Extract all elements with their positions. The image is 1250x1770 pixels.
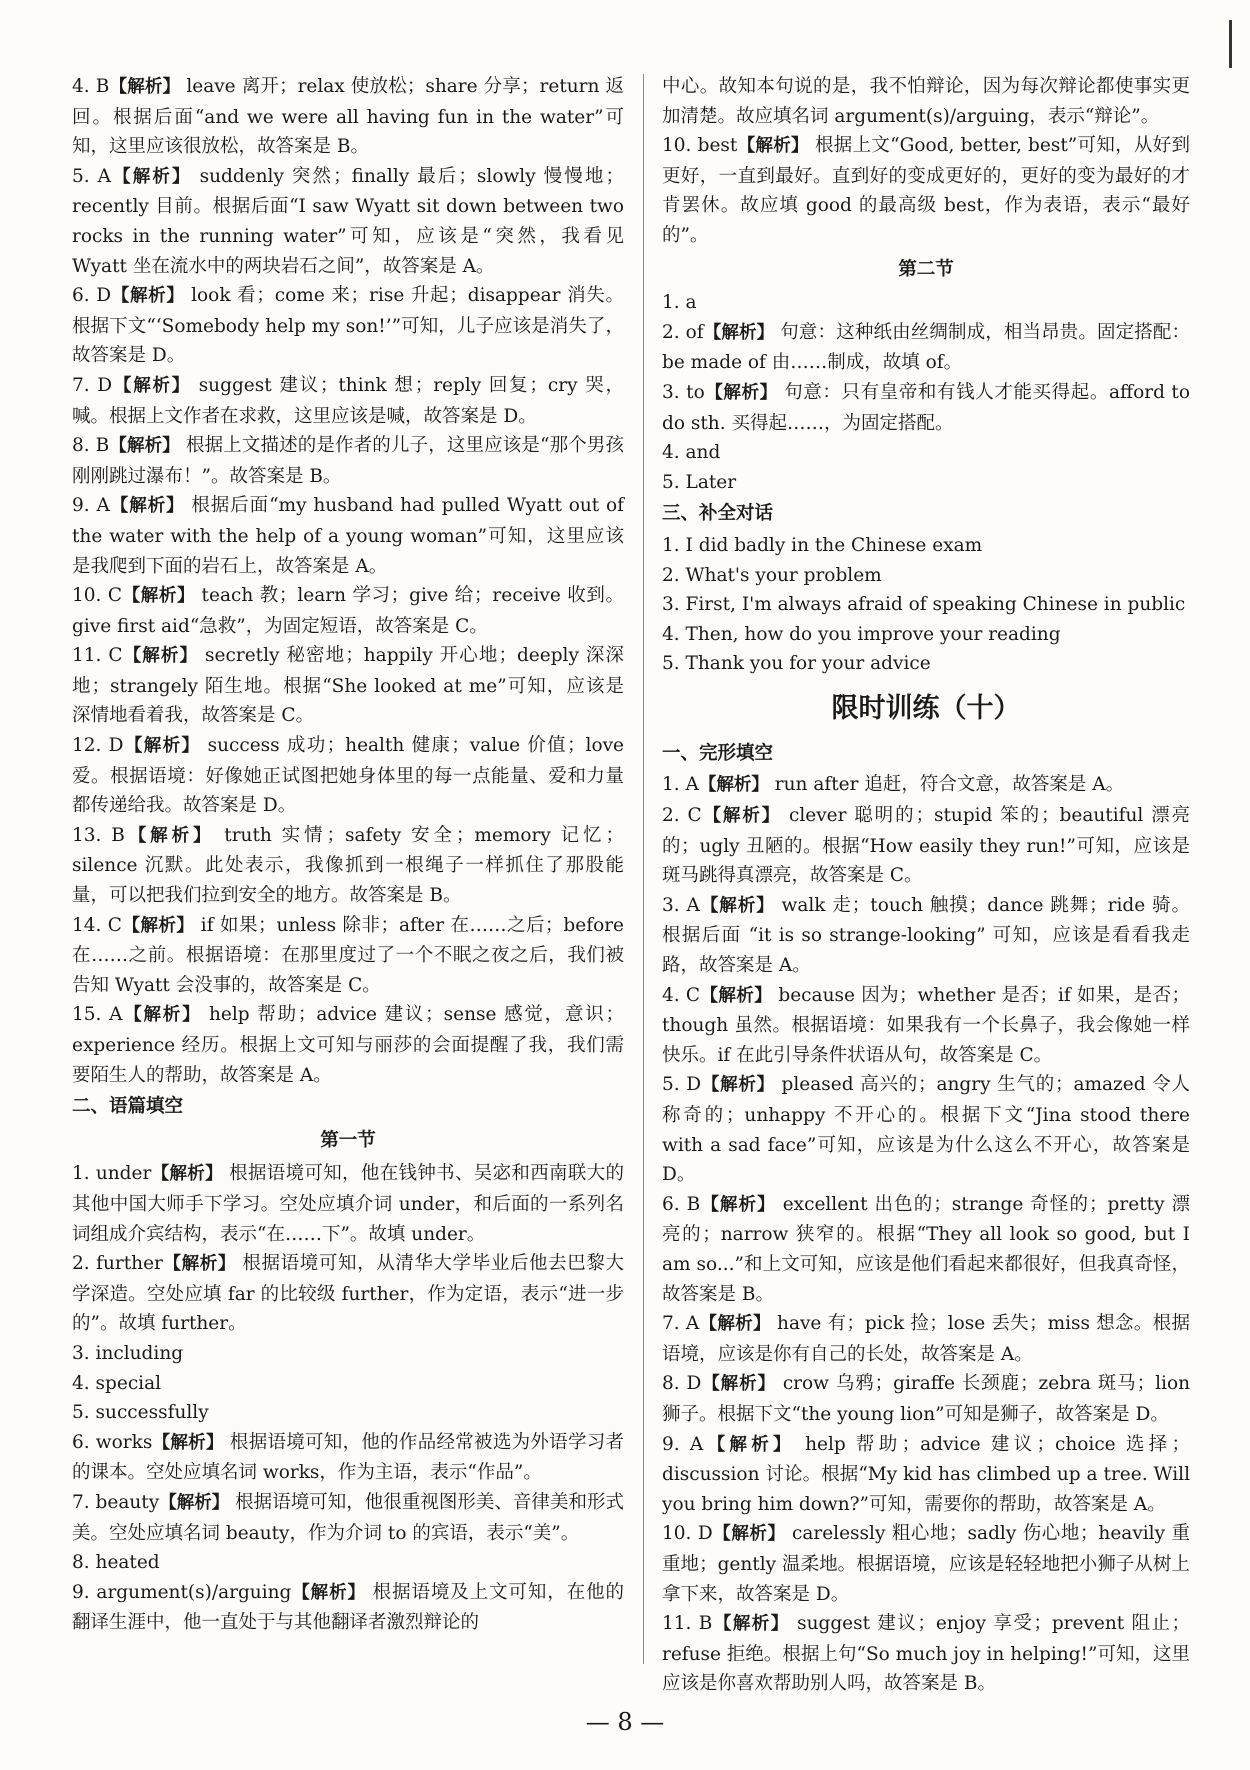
- answer-number: 5. A: [72, 165, 112, 187]
- answer-number: 6. D: [72, 285, 112, 307]
- analysis-tag: 【解析】: [712, 1524, 786, 1545]
- analysis-tag: 【解析】: [122, 586, 196, 607]
- analysis-text: 句意：只有皇帝和有钱人才能买得起。afford to do sth. 买得起……，为固定搭配。: [662, 381, 1191, 434]
- column-divider: [643, 74, 644, 1664]
- answer-number: 4. B: [72, 76, 110, 97]
- analysis-text: 根据语境可知，从清华大学毕业后他去巴黎大学深造。空处应填 far 的比较级 further，作为定语，表示“进一步的”。故填 further。: [72, 1253, 624, 1335]
- analysis-text: if 如果；unless 除非；after 在……之后；before 在……之前。根据语境：在那里度过了一个不眠之夜之后，我们被告知 Wyatt 会没事的，故答案是 C。: [72, 914, 625, 996]
- analysis-tag: 【解析】: [291, 1582, 366, 1603]
- answer-number: 4. C: [662, 984, 701, 1006]
- answer-item: [662, 1369, 1190, 1429]
- left-column: [72, 72, 624, 1638]
- answer-number: 5. successfully: [72, 1402, 209, 1424]
- answer-item: [72, 641, 624, 731]
- answer-number: 10. best: [662, 135, 738, 157]
- answer-item: [72, 1488, 624, 1548]
- answer-item: [662, 981, 1190, 1071]
- analysis-text: teach 教；learn 学习；give 给；receive 收到。give first aid“急救”，为固定短语，故答案是 C。: [72, 585, 625, 637]
- analysis-tag: 【解析】: [112, 375, 192, 396]
- answer-number: 3. A: [662, 894, 700, 916]
- answer-number: 1. a: [662, 292, 697, 314]
- answer-number: 9. A: [662, 1433, 704, 1455]
- analysis-tag: 【解析】: [699, 1314, 771, 1335]
- analysis-text: success 成功；health 健康；value 价值；love 爱。根据语境：好像她正试图把她身体里的每一点能量、爱和力量都传递给我。故答案是 D。: [72, 735, 625, 817]
- answer-number: 8. heated: [72, 1552, 160, 1574]
- answer-item: [662, 288, 1190, 318]
- answer-item: [72, 491, 624, 581]
- analysis-tag: 【解析】: [162, 1254, 236, 1275]
- dialogue-answer-list: [662, 531, 1190, 679]
- analysis-text: look 看；come 来；rise 升起；disappear 消失。根据下文“‘Somebody help my son!’”可知，儿子应该是消失了，故答案是 D。: [72, 285, 624, 367]
- analysis-text: 根据语境可知，他很重视图形美、音律美和形式美。空处应填名词 beauty，作为介词 to 的宾语，表示“美”。: [72, 1491, 625, 1544]
- analysis-text: pleased 高兴的；angry 生气的；amazed 令人称奇的；unhappy 不开心的。根据下文“Jina stood there with a sad face”可知，应该是为什么这么不开心，故答案是 D。: [662, 1074, 1190, 1186]
- answer-list-part1: [72, 72, 624, 1090]
- answer-item: [662, 801, 1190, 891]
- answer-number: 5. D: [662, 1074, 702, 1096]
- answer-item: [72, 1548, 624, 1578]
- analysis-text: 根据上文描述的是作者的儿子，这里应该是“那个男孩刚刚跳过瀑布！”。故答案是 B。: [72, 435, 624, 487]
- answer-item: [72, 1369, 624, 1399]
- answer-number: 1. under: [72, 1163, 152, 1185]
- answer-number: 2. of: [662, 321, 704, 343]
- answer-item: [72, 731, 624, 821]
- answer-number: 11. B: [662, 1613, 713, 1635]
- analysis-text: suggest 建议；enjoy 享受；prevent 阻止；refuse 拒绝。根据上句“So much joy in helping!”可知，这里应该是你喜欢帮助别人吗，故答案是 B。: [662, 1613, 1190, 1695]
- analysis-tag: 【解析】: [704, 382, 778, 403]
- analysis-tag: 【解析】: [152, 1432, 224, 1453]
- analysis-tag: 【解析】: [123, 736, 201, 757]
- analysis-tag: 【解析】: [122, 646, 199, 667]
- answer-number: 3. including: [72, 1342, 184, 1364]
- dialogue-answer: 2. What's your problem: [662, 564, 882, 586]
- answer-number: 4. and: [662, 442, 721, 464]
- answer-item: [72, 1339, 624, 1369]
- analysis-text: 句意：这种纸由丝绸制成，相当昂贵。固定搭配：be made of 由……制成，故填 of。: [662, 321, 1190, 374]
- analysis-text: have 有；pick 捡；lose 丢失；miss 想念。根据语境，应该是你有自己的长处，故答案是 A。: [662, 1313, 1190, 1365]
- analysis-tag: 【解析】: [109, 496, 185, 517]
- subsection-heading-2: 第二节: [898, 258, 954, 280]
- answer-number: 9. argument(s)/arguing: [72, 1581, 292, 1603]
- analysis-tag: 【解析】: [712, 1614, 790, 1635]
- answer-number: 4. special: [72, 1372, 162, 1394]
- analysis-tag: 【解析】: [109, 77, 181, 97]
- answer-number: 7. A: [662, 1313, 700, 1335]
- dialogue-answer: 3. First, I'm always afraid of speaking Chinese in public: [662, 594, 1186, 616]
- answer-number: 1. A: [662, 774, 699, 796]
- analysis-tag: 【解析】: [703, 322, 775, 343]
- analysis-tag: 【解析】: [111, 286, 185, 307]
- continued-explanation: 中心。故知本句说的是，我不怕辩论，因为每次辩论都使事实更加清楚。故应填名词 argument(s)/arguing，表示“辩论”。: [662, 76, 1190, 127]
- answer-number: 3. to: [662, 381, 705, 403]
- analysis-tag: 【解析】: [124, 825, 215, 846]
- answer-item: [72, 72, 624, 162]
- answer-item: [72, 281, 624, 371]
- analysis-tag: 【解析】: [700, 1194, 776, 1215]
- answer-item: [662, 438, 1190, 468]
- analysis-tag: 【解析】: [122, 1005, 202, 1026]
- analysis-text: secretly 秘密地；happily 开心地；deeply 深深地；strangely 陌生地。根据“She looked at me”可知，应该是深情地看着我，故答案是 C。: [72, 645, 624, 727]
- answer-number: 2. further: [72, 1253, 163, 1275]
- analysis-text: excellent 出色的；strange 奇怪的；pretty 漂亮的；narrow 狭窄的。根据“They all look so good, but I am so...”和上文可知，应该是他们看起来都很好，但我真奇怪，故答案是 B。: [662, 1193, 1190, 1305]
- analysis-text: truth 实情；safety 安全；memory 记忆；silence 沉默。此处表示，我像抓到一根绳子一样抓住了那股能量，可以把我们拉到安全的地方。故答案是 B。: [72, 824, 624, 907]
- answer-number: 10. C: [72, 585, 123, 607]
- analysis-tag: 【解析】: [701, 806, 782, 827]
- analysis-text: 根据语境及上文可知，在他的翻译生涯中，他一直处于与其他翻译者激烈辩论的: [72, 1581, 625, 1634]
- answer-item: [72, 581, 624, 641]
- answer-number: 11. C: [72, 645, 123, 667]
- answer-item: [662, 891, 1190, 981]
- answer-list-section1: [72, 1159, 624, 1638]
- answer-item: [662, 1070, 1190, 1189]
- analysis-tag: 【解析】: [699, 895, 775, 916]
- analysis-text: 根据语境可知，他的作品经常被选为外语学习者的课本。空处应填名词 works，作为主语，表示“作品”。: [72, 1431, 625, 1484]
- analysis-text: leave 离开；relax 使放松；share 分享；return 返回。根据后面“and we were all having fun in the water”可知，这里应该很放松，故答案是 B。: [72, 76, 625, 158]
- answer-number: 6. works: [72, 1431, 153, 1453]
- analysis-text: carelessly 粗心地；sadly 伤心地；heavily 重重地；gently 温柔地。根据语境，应该是轻轻地把小狮子从树上拿下来，故答案是 D。: [662, 1523, 1191, 1605]
- answer-item: [72, 1159, 624, 1249]
- analysis-tag: 【解析】: [159, 1492, 230, 1513]
- analysis-tag: 【解析】: [737, 136, 809, 157]
- dialogue-answer: 1. I did badly in the Chinese exam: [662, 534, 983, 556]
- edge-mark: [1229, 20, 1232, 68]
- answer-item: [72, 371, 624, 431]
- analysis-text: clever 聪明的；stupid 笨的；beautiful 漂亮的；ugly 丑陋的。根据“How easily they run!”可知，应该是斑马跳得真漂亮，故答案是 C。: [662, 805, 1191, 887]
- analysis-text: run after 追赶，符合文意，故答案是 A。: [768, 774, 1125, 796]
- answer-number: 14. C: [72, 914, 122, 936]
- answer-item: [72, 1398, 624, 1428]
- analysis-tag: 【解析】: [701, 1374, 776, 1395]
- section-heading-cloze: 一、完形填空: [662, 742, 774, 764]
- analysis-tag: 【解析】: [700, 985, 773, 1006]
- answer-item: [662, 1430, 1190, 1520]
- answer-item: [662, 318, 1190, 378]
- answer-item: [662, 468, 1190, 498]
- answer-item: [72, 431, 624, 491]
- section-heading-fill-in: 二、语篇填空: [72, 1096, 184, 1118]
- section-heading-dialogue: 三、补全对话: [662, 503, 774, 525]
- analysis-tag: 【解析】: [109, 436, 180, 457]
- answer-number: 5. Later: [662, 471, 737, 493]
- dialogue-answer: 4. Then, how do you improve your reading: [662, 623, 1061, 645]
- answer-item: [72, 162, 624, 281]
- answer-number: 6. B: [662, 1193, 701, 1215]
- analysis-tag: 【解析】: [698, 775, 769, 796]
- answer-number: 13. B: [72, 824, 125, 846]
- analysis-text: crow 乌鸦；giraffe 长颈鹿；zebra 斑马；lion 狮子。根据下文“the young lion”可知是狮子，故答案是 D。: [662, 1373, 1191, 1425]
- answer-item: [662, 1519, 1190, 1609]
- answer-item: [72, 1578, 624, 1638]
- analysis-text: walk 走；touch 触摸；dance 跳舞；ride 骑。根据后面 “it is so strange-looking” 可知，应该是看看我走路，故答案是 A。: [662, 894, 1190, 977]
- analysis-tag: 【解析】: [121, 915, 195, 936]
- right-column: [662, 72, 1190, 1699]
- answer-number: 9. A: [72, 495, 110, 517]
- answer-item: [72, 1249, 624, 1339]
- analysis-text: 根据后面“my husband had pulled Wyatt out of the water with the help of a young woman”可知，这里应该是我爬到下面的岩石上，故答案是 A。: [72, 495, 625, 577]
- answer-item: [662, 131, 1190, 250]
- answer-item: [662, 770, 1190, 801]
- answer-number: 2. C: [662, 805, 702, 827]
- cloze-answer-list: [662, 770, 1190, 1698]
- analysis-tag: 【解析】: [151, 1164, 223, 1185]
- answer-number: 15. A: [72, 1004, 123, 1026]
- answer-item: [72, 821, 624, 911]
- answer-item: [662, 1190, 1190, 1309]
- answer-number: 7. D: [72, 374, 113, 396]
- analysis-tag: 【解析】: [111, 166, 192, 187]
- answer-item: [662, 1609, 1190, 1699]
- analysis-text: suggest 建议；think 想；reply 回复；cry 哭，喊。根据上文作者在求救，这里应该是喊，故答案是 D。: [72, 374, 624, 427]
- analysis-text: help 帮助；advice 建议；choice 选择；discussion 讨论。根据“My kid has climbed up a tree. Will you bring him down?”可知，需要你的帮助，故答案是 A。: [662, 1433, 1190, 1515]
- answer-number: 7. beauty: [72, 1491, 160, 1513]
- practice-title: 限时训练（十）: [831, 692, 1021, 724]
- answer-number: 8. D: [662, 1373, 702, 1395]
- answer-number: 8. B: [72, 435, 110, 457]
- page-number: — 8 —: [585, 1708, 665, 1736]
- analysis-text: because 因为；whether 是否；if 如果，是否；though 虽然。根据语境：如果我有一个长鼻子，我会像她一样快乐。if 在此引导条件状语从句，故答案是 C。: [662, 984, 1191, 1066]
- answer-item: [72, 911, 624, 1001]
- answer-number: 12. D: [72, 735, 124, 757]
- analysis-text: 根据语境可知，他在钱钟书、吴宓和西南联大的其他中国大师手下学习。空处应填介词 under，和后面的一系列名词组成介宾结构，表示“在……下”。故填 under。: [72, 1163, 625, 1245]
- analysis-text: 根据上文“Good, better, best”可知，从好到更好，一直到最好。直到好的变成更好的，更好的变为最好的才肯罢休。故应填 good 的最高级 best，作为表语，表示“最好的”。: [662, 135, 1191, 246]
- answer-number: 10. D: [662, 1523, 713, 1545]
- answer-item: [662, 1309, 1190, 1369]
- dialogue-answer: 5. Thank you for your advice: [662, 653, 931, 675]
- answer-item: [72, 1428, 624, 1488]
- answer-item: [72, 1000, 624, 1090]
- analysis-text: help 帮助；advice 建议；sense 感觉，意识；experience 经历。根据上文可知与丽莎的会面提醒了我，我们需要陌生人的帮助，故答案是 A。: [72, 1004, 624, 1086]
- analysis-tag: 【解析】: [701, 1075, 775, 1096]
- subsection-heading-1: 第一节: [320, 1129, 376, 1151]
- answer-item: [662, 378, 1190, 438]
- answer-list-section2: [662, 288, 1190, 497]
- analysis-tag: 【解析】: [703, 1434, 795, 1455]
- analysis-text: suddenly 突然；finally 最后；slowly 慢慢地；recently 目前。根据后面“I saw Wyatt sit down between two rocks in the running water”可知，应该是“突然，我看见 Wyatt 坐在流水中的两块岩石之间”，故答案是 A。: [72, 165, 625, 277]
